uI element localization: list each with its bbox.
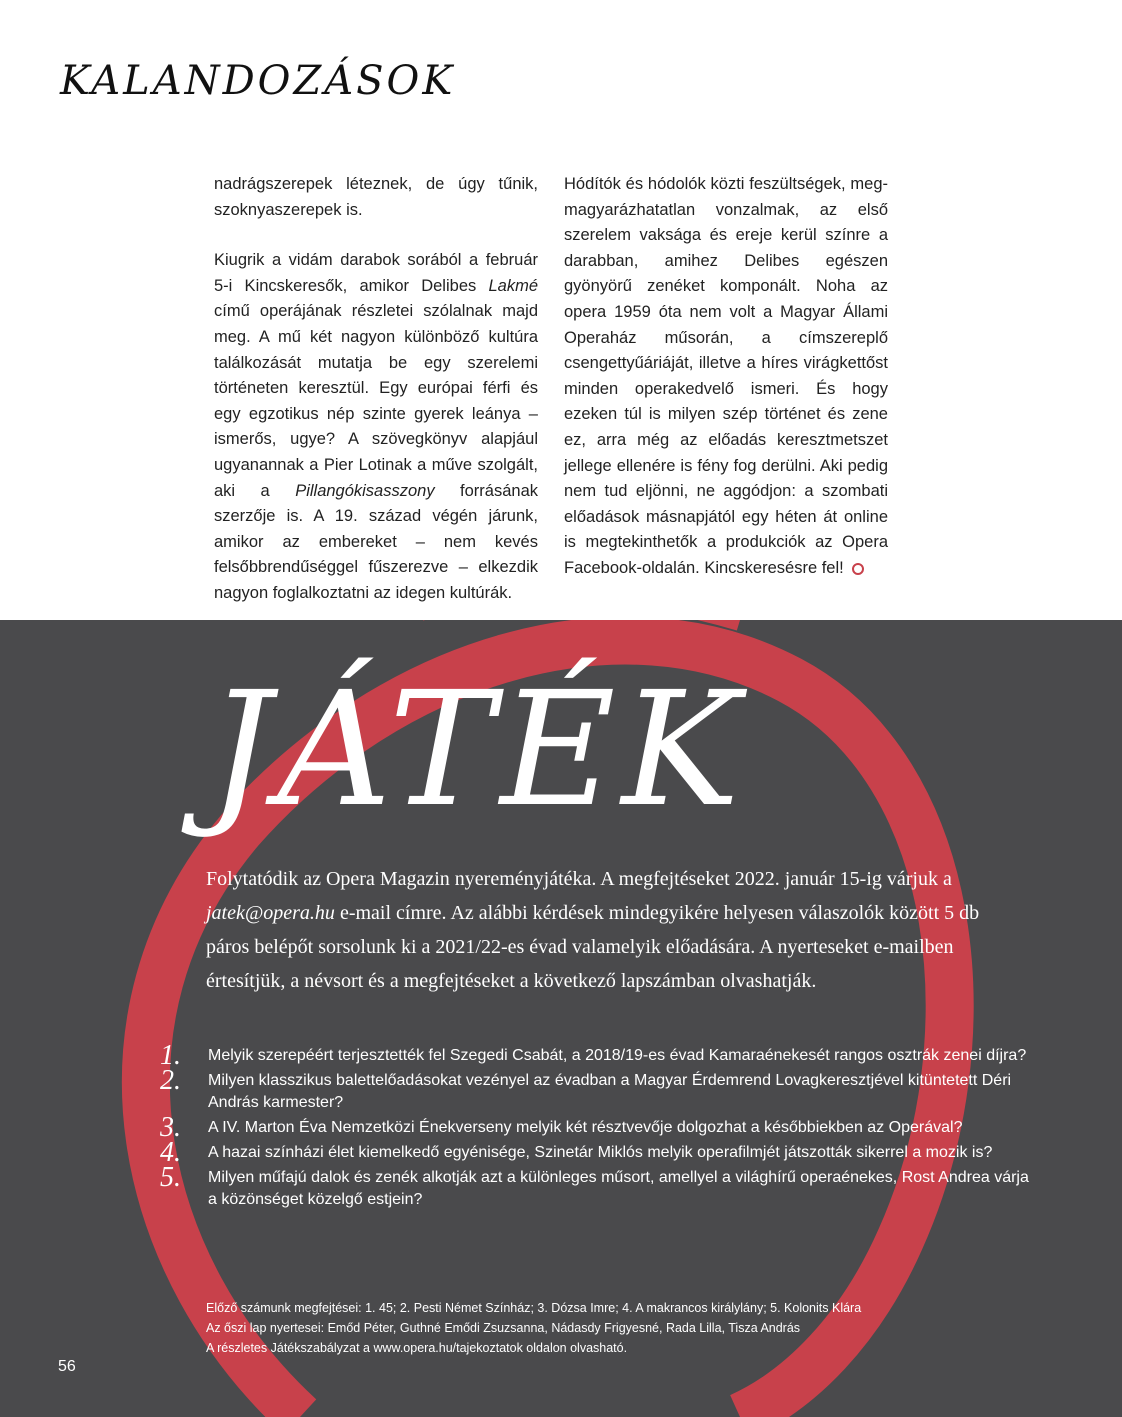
italic-title: Lakmé bbox=[488, 276, 538, 295]
previous-winners: Az őszi lap nyertesei: Emőd Péter, Guthné Emődi Zsuzsanna, Nádasdy Frigyesné, Rada Lilla, Tisza András bbox=[206, 1321, 801, 1335]
footnotes bbox=[206, 1298, 1026, 1358]
paragraph-text: című operájának részletei szólalnak majd meg. A mű két nagyon különböző kultúra találkozását mutatja be egy szerelemi történeten keresztül. Egy európai férfi és egy egzotikus nép szinte gyerek leánya – ismerős, ugye? A szövegkönyv alapjául ugyanannak a Pier Lotinak a műve szolgált, aki a bbox=[214, 302, 538, 500]
game-section bbox=[0, 620, 1122, 1417]
game-title: JÁTÉK bbox=[208, 658, 746, 842]
question-item bbox=[160, 1137, 1040, 1168]
article-paragraph bbox=[214, 172, 538, 223]
question-text: Melyik szerepéért terjesztették fel Szegedi Csabát, a 2018/19-es évad Kamaraénekesét rangos osztrák zenei díjra? bbox=[208, 1047, 1027, 1064]
article-column-left bbox=[214, 172, 538, 632]
question-number: 3. bbox=[160, 1112, 181, 1143]
article-column-right bbox=[564, 172, 888, 607]
question-number: 4. bbox=[160, 1137, 181, 1168]
end-circle-icon bbox=[852, 563, 864, 575]
paragraph-text: Hódítók és hódolók közti feszültségek, megmagyarázhatatlan vonzalmak, az első szerelem vaksága és ereje kerül színre a darabban, amihez Delibes egészen gyönyörű zenéket komponált. Noha az opera 1959 óta nem volt a Magyar Állami Operaház műsorán, a címszereplő csengettyűáriáját, illetve a híres virágkettőst minden operakedvelő ismeri. És hogy ezeken túl is milyen szép történet és zene ez, arra még az előadás keresztmetszet jellege ellenére is fény fog derülni. Aki pedig nem tud eljönni, ne aggódjon: a szombati előadások másnapjától egy héten át online is megtekinthetők a produkciók az Opera Facebook-oldalán. Kincskeresésre fel! bbox=[564, 175, 888, 577]
question-text: Milyen klasszikus balettelőadásokat vezényel az évadban a Magyar Érdemrend Lovagkeresztjével kitüntetett Déri András karmester? bbox=[208, 1072, 1012, 1111]
paragraph-text: Kiugrik a vidám darabok sorából a február 5-i Kincskeresők, amikor Delibes bbox=[214, 251, 538, 295]
section-title: KALANDOZÁSOK bbox=[60, 58, 456, 104]
italic-title: Pillangókisasszony bbox=[295, 481, 435, 500]
page-number: 56 bbox=[58, 1358, 76, 1375]
question-item bbox=[160, 1112, 1040, 1143]
question-number: 2. bbox=[160, 1065, 181, 1096]
question-text: Milyen műfajú dalok és zenék alkotják azt a különleges műsort, amellyel a világhírű operaénekes, Rost Andrea várja a közönséget közelgő estjein? bbox=[208, 1169, 1029, 1208]
question-list bbox=[160, 1040, 1040, 1214]
article-paragraph bbox=[214, 248, 538, 606]
game-intro bbox=[206, 862, 1026, 998]
paragraph-text: nadrágszerepek léteznek, de úgy tűnik, szoknyaszerepek is. bbox=[214, 175, 538, 219]
question-number: 1. bbox=[160, 1040, 181, 1071]
question-text: A hazai színházi élet kiemelkedő egyénisége, Szinetár Miklós melyik operafilmjét játszották sikerrel a mozik is? bbox=[208, 1144, 993, 1161]
previous-answers: Előző számunk megfejtései: 1. 45; 2. Pesti Német Színház; 3. Dózsa Imre; 4. A makrancos királylány; 5. Kolonits Klára bbox=[206, 1301, 862, 1315]
article-paragraph bbox=[564, 172, 888, 582]
paragraph-text: forrásának szerzője is. A 19. század végén járunk, amikor az embereket – nem kevés felsőbbrendűséggel fűszerezve – elkezdik nagyon foglalkoztatni az idegen kultúrák. bbox=[214, 481, 539, 602]
rules-note: A részletes Játékszabályzat a www.opera.hu/tajekoztatok oldalon olvasható. bbox=[206, 1341, 628, 1355]
intro-text-start: Folytatódik az Opera Magazin nyereményjátéka. A megfejtéseket 2022. január 15-ig várjuk a bbox=[206, 868, 952, 890]
question-number: 5. bbox=[160, 1162, 181, 1193]
intro-text-end: e-mail címre. Az alábbi kérdések mindegyikére helyesen válaszolók között 5 db páros belépőt sorsolunk ki a 2021/22-es évad valamelyik előadására. A nyerteseket e-mailben értesítjük, a névsort és a megfejtéseket a következő lapszámban olvashatják. bbox=[206, 902, 980, 992]
question-item bbox=[160, 1162, 1040, 1211]
question-item bbox=[160, 1040, 1040, 1071]
question-text: A IV. Marton Éva Nemzetközi Énekverseny melyik két résztvevője dolgozhat a későbbiekben az Operával? bbox=[208, 1119, 963, 1136]
question-item bbox=[160, 1065, 1040, 1114]
contact-email[interactable]: jatek@opera.hu bbox=[206, 902, 335, 924]
